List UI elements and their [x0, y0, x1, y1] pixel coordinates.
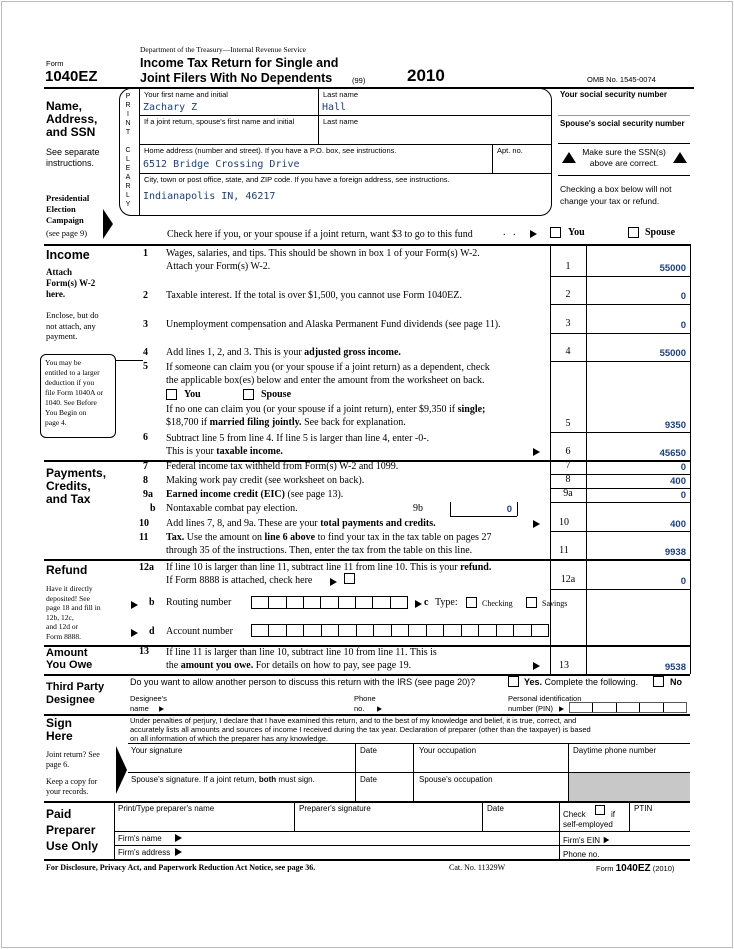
line-1-ref: 1: [565, 261, 571, 272]
designee-pointer-icon: [159, 706, 164, 712]
routing-number-field[interactable]: [251, 596, 408, 609]
refund-heading: Refund: [46, 563, 88, 577]
line-3-number: 3: [143, 319, 148, 330]
designee-name-field[interactable]: [172, 696, 342, 712]
enclose-note: Enclose, but do not attach, any payment.: [46, 310, 99, 341]
campaign-you-label: You: [568, 227, 585, 238]
third-party-no-label: No: [670, 677, 682, 687]
sign-here-heading: Sign Here: [46, 716, 73, 743]
line-9b-number: b: [150, 503, 156, 514]
campaign-pointer-icon: [530, 230, 537, 238]
daytime-phone-field[interactable]: [573, 757, 687, 771]
your-signature-field[interactable]: [131, 757, 351, 771]
line-8-ref: 8: [565, 474, 571, 485]
joint-return-note: Joint return? See page 6.: [46, 750, 100, 769]
third-party-no-checkbox[interactable]: [653, 676, 664, 687]
line-12a-ref: 12a: [560, 574, 576, 585]
third-party-yes-label: Yes. Complete the following.: [524, 677, 639, 687]
routing-label: Routing number: [166, 597, 232, 608]
line-7-number: 7: [143, 461, 148, 472]
spouse-ssn-field[interactable]: [560, 130, 688, 142]
line-13-amount[interactable]: 9538: [664, 662, 686, 673]
warning-triangle-right-icon: [673, 152, 687, 163]
line-11-amount[interactable]: 9938: [664, 547, 686, 558]
address-field[interactable]: 6512 Bridge Crossing Drive: [143, 159, 300, 170]
apt-label: Apt. no.: [497, 146, 523, 155]
line-7-ref: 7: [565, 460, 571, 471]
ssn-field[interactable]: [560, 101, 688, 115]
attach-w2-note: Attach Form(s) W-2 here.: [46, 267, 96, 299]
line-4-amount[interactable]: 55000: [659, 348, 686, 359]
line-9b-ref: 9b: [413, 503, 423, 514]
line-12a-amount[interactable]: 0: [680, 576, 686, 587]
campaign-spouse-checkbox[interactable]: [628, 227, 639, 238]
line-4-ref: 4: [565, 346, 571, 357]
amount-owe-heading: Amount You Owe: [46, 647, 93, 671]
line-7-amount[interactable]: 0: [680, 462, 686, 473]
your-occupation-label: Your occupation: [419, 746, 477, 755]
line-13-number: 13: [139, 646, 149, 657]
department: Department of the Treasury—Internal Revenue Service: [140, 45, 306, 54]
campaign-spouse-label: Spouse: [645, 227, 676, 238]
preparer-date-label: Date: [487, 804, 504, 813]
line-5-you-checkbox[interactable]: [166, 389, 177, 400]
firm-name-label: Firm's name: [118, 834, 162, 843]
form-code: (99): [352, 76, 366, 85]
pin-pointer-icon: [559, 706, 564, 712]
ptin-label: PTIN: [634, 804, 653, 813]
address-label: Home address (number and street). If you have a P.O. box, see instructions.: [144, 146, 397, 155]
line-12b-label: b: [149, 597, 155, 608]
line-13-pointer-icon: [533, 662, 540, 670]
checking-checkbox[interactable]: [466, 597, 477, 608]
firm-address-field[interactable]: [188, 846, 556, 859]
spouse-signature-label: Spouse's signature. If a joint return, both must sign.: [131, 775, 315, 784]
line-2-number: 2: [143, 290, 148, 301]
line-9b-text: Nontaxable combat pay election.: [166, 503, 298, 514]
income-heading: Income: [46, 248, 90, 262]
routing-pointer-icon: [131, 601, 138, 609]
line-13-text: If line 11 is larger than line 10, subtract line 10 from line 11. This is the amount you owe. For details on how to pay, see page 19.: [166, 647, 437, 671]
payments-heading: Payments, Credits, and Tax: [46, 466, 107, 506]
line-6-number: 6: [143, 432, 148, 443]
self-employed-if-label: if: [611, 810, 615, 819]
campaign-arrow-icon: [103, 209, 113, 239]
ssn-label: Your social security number: [560, 90, 667, 99]
line-2-ref: 2: [565, 289, 571, 300]
line-2-text: Taxable interest. If the total is over $1,500, you cannot use Form 1040EZ.: [166, 290, 462, 301]
your-signature-label: Your signature: [131, 746, 183, 755]
warning-triangle-left-icon: [562, 152, 576, 163]
line-2-amount[interactable]: 0: [680, 291, 686, 302]
form-8888-pointer-icon: [330, 578, 337, 586]
line-3-ref: 3: [565, 318, 571, 329]
city-label: City, town or post office, state, and ZIP code. If you have a foreign address, see instructions.: [144, 175, 450, 184]
firm-address-pointer-icon: [175, 848, 182, 856]
sign-date-label: Date: [360, 746, 377, 755]
preparer-name-label: Print/Type preparer's name: [118, 804, 215, 813]
line-5-text2: If no one can claim you (or your spouse if a joint return), enter $9,350 if single;: [166, 404, 486, 415]
line-9a-number: 9a: [143, 489, 153, 500]
line-1-amount[interactable]: 55000: [659, 263, 686, 274]
line-3-text: Unemployment compensation and Alaska Permanent Fund dividends (see page 11).: [166, 319, 501, 330]
line-3-amount[interactable]: 0: [680, 320, 686, 331]
omb-number: OMB No. 1545-0074: [587, 75, 656, 84]
line-5-text3: $18,700 if married filing jointly. See back for explanation.: [166, 417, 406, 428]
campaign-see-page: (see page 9): [46, 228, 88, 238]
account-label: Account number: [166, 626, 233, 637]
line-9b-amount[interactable]: 0: [506, 504, 512, 515]
line-12a-number: 12a: [139, 562, 154, 573]
spouse-last-name-field[interactable]: [322, 128, 548, 142]
first-name-field[interactable]: Zachary Z: [143, 102, 198, 113]
line-9a-amount[interactable]: 0: [680, 490, 686, 501]
line-5-amount[interactable]: 9350: [664, 420, 686, 431]
firm-address-label: Firm's address: [118, 848, 171, 857]
spouse-last-name-label: Last name: [323, 117, 359, 126]
line-5-text: If someone can claim you (or your spouse if a joint return) as a dependent, check the applicable box(es) below and enter the amount from the worksheet on back.: [166, 362, 490, 386]
line-8-amount[interactable]: 400: [670, 476, 686, 487]
title-line1: Income Tax Return for Single and: [140, 56, 339, 70]
footer-notice: For Disclosure, Privacy Act, and Paperwork Reduction Act Notice, see page 36.: [46, 863, 316, 872]
last-name-field[interactable]: Hall: [322, 102, 347, 113]
checking-label: Checking: [482, 599, 513, 608]
line-6-text: Subtract line 5 from line 4. If line 5 is larger than line 4, enter -0-. This is your taxable income.: [166, 433, 430, 457]
spouse-name-label: If a joint return, spouse's first name and initial: [144, 117, 295, 126]
designee-pin-label: Personal identification number (PIN): [508, 694, 582, 713]
keep-copy-note: Keep a copy for your records.: [46, 777, 98, 796]
form-8888-checkbox[interactable]: [344, 573, 355, 584]
apt-field[interactable]: [496, 157, 548, 171]
line-5-spouse-label: Spouse: [261, 389, 292, 400]
third-party-question: Do you want to allow another person to discuss this return with the IRS (see page 20)?: [130, 677, 476, 687]
phone-pointer-icon: [377, 706, 382, 712]
type-pointer-icon: [415, 600, 422, 608]
footer-form-label: Form 1040EZ (2010): [596, 863, 675, 874]
line-12a-text: If line 10 is larger than line 11, subtract line 11 from line 10. This is your refund. If Form 8888 is attached, check here: [166, 562, 492, 586]
catalog-number: Cat. No. 11329W: [449, 863, 506, 872]
line-8-number: 8: [143, 475, 148, 486]
perjury-statement: Under penalties of perjury, I declare that I have examined this return, and to the best of my knowledge and belief, it is true, correct, and accurately lists all amounts and sources of income I received during the tax year. Declaration of preparer (other than the taxpayer) is based on all information of which the preparer has any knowledge.: [130, 716, 591, 743]
line-5-number: 5: [143, 361, 148, 372]
line-5-ref: 5: [565, 418, 571, 429]
self-employed-check-label: Check: [563, 810, 586, 819]
type-label: Type:: [435, 597, 458, 608]
line-8-text: Making work pay credit (see worksheet on back).: [166, 475, 365, 486]
city-field[interactable]: Indianapolis IN, 46217: [143, 191, 276, 202]
paid-preparer-heading: Paid Preparer Use Only: [46, 807, 99, 853]
preparer-signature-label: Preparer's signature: [299, 804, 371, 813]
line-4-number: 4: [143, 347, 148, 358]
refund-note: Have it directly deposited! See page 18 and fill in 12b, 12c, and 12d or Form 8888.: [46, 584, 101, 641]
line-1-text: Wages, salaries, and tips. This should be shown in box 1 of your Form(s) W-2. Attach your Form(s) W-2.: [166, 248, 480, 272]
spouse-occupation-label: Spouse's occupation: [419, 775, 493, 784]
first-name-label: Your first name and initial: [144, 90, 228, 99]
print-clearly-label: P R I N T C L E A R L Y: [125, 93, 131, 208]
designee-name-label: Designee's name: [130, 694, 167, 713]
form-label: Form: [46, 59, 64, 68]
spouse-date-label: Date: [360, 775, 377, 784]
designee-pin-field[interactable]: [569, 702, 687, 713]
spouse-first-name-field[interactable]: [143, 128, 315, 142]
designee-phone-label: Phone no.: [354, 694, 376, 713]
line-10-ref: 10: [559, 517, 569, 528]
line-6-amount[interactable]: 45650: [659, 448, 686, 459]
line-7-text: Federal income tax withheld from Form(s) W-2 and 1099.: [166, 461, 399, 472]
ssn-note: Make sure the SSN(s) above are correct.: [582, 147, 666, 168]
checking-note: Checking a box below will not change your tax or refund.: [560, 184, 672, 206]
line-4-text: Add lines 1, 2, and 3. This is your adjusted gross income.: [166, 347, 401, 358]
self-employed-label: self-employed: [563, 820, 613, 829]
daytime-phone-label: Daytime phone number: [573, 746, 657, 755]
third-party-yes-checkbox[interactable]: [508, 676, 519, 687]
designee-phone-field[interactable]: [390, 696, 500, 712]
line-1-number: 1: [143, 248, 148, 259]
deduction-callout: You may be entitled to a larger deduction if you file Form 1040A or 1040. See Before You Begin on page 4.: [40, 354, 116, 438]
firm-name-field[interactable]: [188, 832, 556, 845]
campaign-text: Check here if you, or your spouse if a joint return, want $3 to go to this fund: [167, 229, 473, 240]
line-5-spouse-checkbox[interactable]: [243, 389, 254, 400]
line-11-ref: 11: [559, 545, 569, 556]
form-number: 1040EZ: [45, 68, 98, 85]
spouse-ssn-label: Spouse's social security number: [560, 119, 685, 128]
line-6-pointer-icon: [533, 448, 540, 456]
firm-ein-pointer-icon: [604, 837, 610, 843]
see-instructions-note: See separate instructions.: [46, 147, 100, 168]
name-section-heading: Name, Address, and SSN: [46, 99, 98, 139]
leader-dots: . .: [503, 227, 516, 238]
line-6-ref: 6: [565, 446, 571, 457]
self-employed-checkbox[interactable]: [595, 805, 605, 815]
line-9a-text: Earned income credit (EIC) (see page 13).: [166, 489, 344, 500]
third-party-heading: Third Party Designee: [46, 681, 105, 706]
line-10-number: 10: [139, 518, 149, 529]
line-5-you-label: You: [184, 389, 201, 400]
last-name-label: Last name: [323, 90, 359, 99]
account-pointer-icon: [131, 629, 138, 637]
line-10-amount[interactable]: 400: [670, 519, 686, 530]
title-line2: Joint Filers With No Dependents: [140, 71, 333, 85]
savings-checkbox[interactable]: [526, 597, 537, 608]
firm-ein-label: Firm's EIN: [563, 836, 601, 845]
line-12c-label: c: [424, 597, 429, 608]
account-number-field[interactable]: [251, 624, 549, 637]
line-12d-label: d: [149, 626, 155, 637]
line-11-text: Tax. Use the amount on line 6 above to find your tax in the tax table on pages 27 through 35 of the instructions. Then, enter the tax from the table on this line.: [166, 532, 492, 556]
tax-year: 2010: [407, 66, 445, 85]
line-9a-ref: 9a: [563, 488, 573, 499]
shaded-area: [569, 773, 690, 801]
campaign-heading: Presidential Election Campaign: [46, 193, 90, 225]
line-11-number: 11: [139, 532, 149, 543]
preparer-phone-label: Phone no.: [563, 850, 600, 859]
line-10-text: Add lines 7, 8, and 9a. These are your total payments and credits.: [166, 518, 436, 529]
savings-label: Savings: [542, 599, 568, 608]
sign-arrow-icon: [116, 746, 127, 794]
line-10-pointer-icon: [533, 520, 540, 528]
firm-name-pointer-icon: [175, 834, 182, 842]
line-13-ref: 13: [559, 660, 569, 671]
campaign-you-checkbox[interactable]: [550, 227, 561, 238]
